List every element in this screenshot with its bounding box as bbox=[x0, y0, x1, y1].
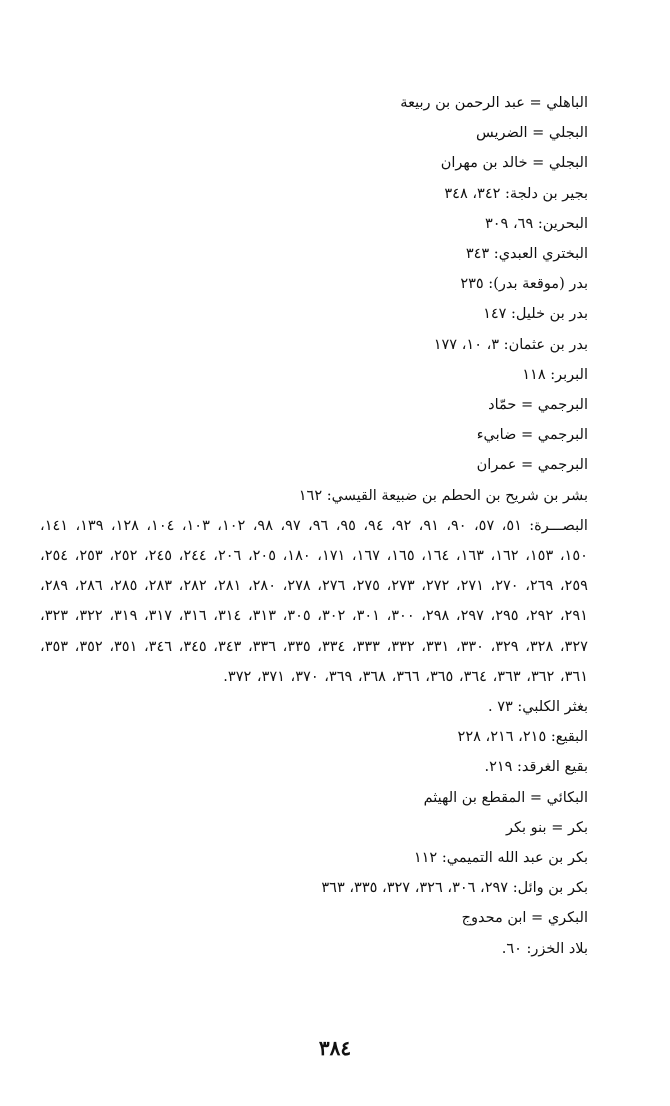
index-entry: البرجمي = حمّاد bbox=[488, 397, 588, 414]
index-entry: البربر: ١١٨ bbox=[522, 366, 588, 383]
index-entry: البقيع: ٢١٥، ٢١٦، ٢٢٨ bbox=[457, 729, 588, 746]
index-entry: بغثر الكلبي: ٧٣ . bbox=[487, 699, 588, 716]
index-entry: البكائي = المقطع بن الهيثم bbox=[423, 789, 588, 806]
index-entry: بدر بن عثمان: ٣، ١٠، ١٧٧ bbox=[433, 336, 588, 353]
index-entry: الباهلي = عبد الرحمن بن ربيعة bbox=[400, 95, 588, 111]
index-entry: البجلي = الضريس bbox=[476, 125, 588, 142]
index-entry: البرجمي = ضابيء bbox=[476, 427, 588, 444]
index-entry: البكري = ابن محدوج bbox=[461, 910, 588, 927]
index-entry: بشر بن شريح بن الحطم بن ضبيعة القيسي: ١٦٢ bbox=[298, 487, 588, 504]
index-entry: بكر = بنو بكر bbox=[506, 819, 588, 836]
index-entry: بجير بن دلجة: ٣٤٢، ٣٤٨ bbox=[444, 185, 588, 202]
index-entry-basra: البصـــرة: ٥١، ٥٧، ٩٠، ٩١، ٩٢، ٩٤، ٩٥، ٩٦، ٩٧، ٩٨، ١٠٢، ١٠٣، ١٠٤، ١٢٨، ١٣٩، ١٤١، ١٥٠، ١٥٣، ١٦٢، ١٦٣، ١٦٤، ١٦٥، ١٦٧، ١٧١، ١٨٠، ٢٠٥، ٢٠٦، ٢٤٤، ٢٤٥، ٢٥٢، ٢٥٣، ٢٥٤، ٢٥٩، ٢٦٩، ٢٧٠، ٢٧١، ٢٧٢، ٢٧٣، ٢٧٥، ٢٧٦، ٢٧٨، ٢٨٠، ٢٨١، ٢٨٢، ٢٨٣، ٢٨٥، ٢٨٦، ٢٨٩، ٢٩١، ٢٩٢، ٢٩٥، ٢٩٧، ٢٩٨، ٣٠٠، ٣٠١، ٣٠٢، ٣٠٥، ٣١٣، ٣١٤، ٣١٦، ٣١٧، ٣١٩، ٣٢٢، ٣٢٣، ٣٢٧، ٣٢٨، ٣٢٩، ٣٣٠، ٣٣١، ٣٣٢، ٣٣٣، ٣٣٤، ٣٣٥، ٣٣٦، ٣٤٣، ٣٤٥، ٣٤٦، ٣٥١، ٣٥٢، ٣٥٣، ٣٦١، ٣٦٢، ٣٦٣، ٣٦٤، ٣٦٥، ٣٦٦، ٣٦٨، ٣٦٩، ٣٧٠، ٣٧١، ٣٧٢. bbox=[40, 517, 588, 685]
index-entry: البحرين: ٦٩، ٣٠٩ bbox=[484, 215, 588, 232]
index-list bbox=[40, 88, 588, 964]
page-number: ٣٨٤ bbox=[318, 1036, 352, 1060]
index-entry: بدر بن خليل: ١٤٧ bbox=[483, 306, 588, 323]
index-entry: البجلي = خالد بن مهران bbox=[440, 155, 588, 172]
index-entry: البختري العبدي: ٣٤٣ bbox=[465, 246, 588, 263]
index-entry: البرجمي = عمران bbox=[476, 457, 588, 474]
index-entry: بلاد الخزر: ٦٠. bbox=[501, 940, 588, 957]
index-entry: بكر بن عبد الله التميمي: ١١٢ bbox=[413, 850, 588, 867]
index-entry: بدر (موقعة بدر): ٢٣٥ bbox=[460, 276, 588, 293]
index-entry: بكر بن وائل: ٢٩٧، ٣٠٦، ٣٢٦، ٣٢٧، ٣٣٥، ٣٦٣ bbox=[321, 880, 588, 897]
index-entry: بقيع الغرقد: ٢١٩. bbox=[484, 759, 588, 776]
